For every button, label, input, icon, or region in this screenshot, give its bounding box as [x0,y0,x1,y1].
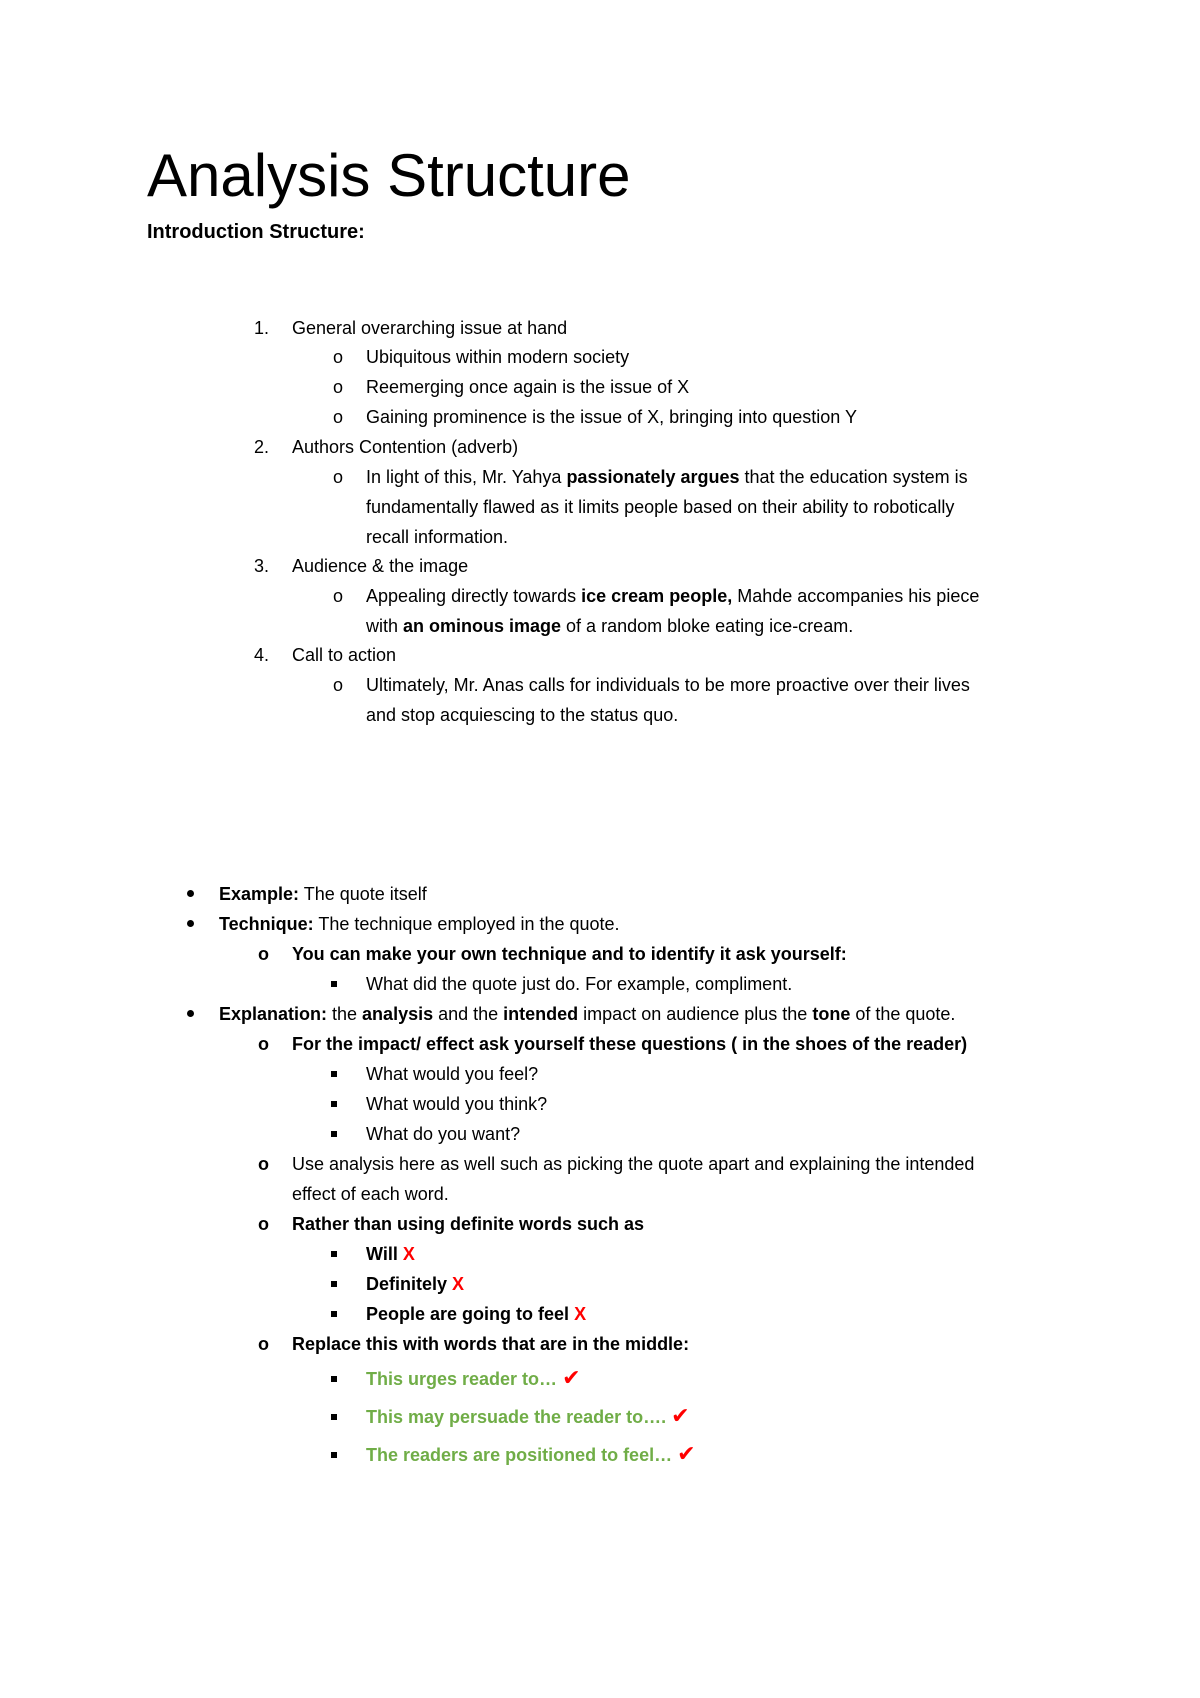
sub-bullet: o [333,347,344,367]
list-number: 4. [254,645,270,665]
list-item: Audience & the image [292,556,469,576]
sub-bullet: o [258,1334,269,1354]
definite-item: People are going to feel X [366,1304,587,1324]
sub-bullet: o [258,944,269,964]
list-subitem-cont: fundamentally flawed as it limits people based on their ability to robotically [366,497,955,517]
middle-item: This urges reader to… ✔ [366,1365,581,1390]
list-subitem-cont: with an ominous image of a random bloke eating ice-cream. [366,616,854,636]
square-bullet [331,1131,337,1137]
question-item: What would you think? [366,1094,548,1114]
square-bullet [331,981,337,987]
sub-bullet: o [333,586,344,606]
example-line: Example: The quote itself [219,884,427,904]
square-bullet [331,1281,337,1287]
list-subitem-cont: and stop acquiescing to the status quo. [366,705,679,725]
list-number: 1. [254,318,270,338]
square-bullet [331,1071,337,1077]
technique-sub: You can make your own technique and to identify it ask yourself: [292,944,847,964]
check-icon: ✔ [671,1403,690,1428]
list-subitem: In light of this, Mr. Yahya passionately argues that the education system is [366,467,968,487]
replace-line: Replace this with words that are in the middle: [292,1334,690,1354]
rather-line: Rather than using definite words such as [292,1214,645,1234]
list-subitem: Ultimately, Mr. Anas calls for individuals to be more proactive over their lives [366,675,970,695]
sub-bullet: o [333,407,344,427]
sub-bullet: o [258,1214,269,1234]
list-item: General overarching issue at hand [292,318,568,338]
x-mark: X [452,1274,465,1294]
question-item: What do you want? [366,1124,521,1144]
square-bullet [331,1376,337,1382]
square-bullet [331,1414,337,1420]
sub-bullet: o [258,1034,269,1054]
square-bullet [331,1101,337,1107]
sub-bullet: o [333,675,344,695]
list-subitem: Gaining prominence is the issue of X, bringing into question Y [366,407,857,427]
sub-bullet: o [258,1154,269,1174]
impact-question: For the impact/ effect ask yourself these questions ( in the shoes of the reader) [292,1034,968,1054]
bullet-dot [187,1010,194,1017]
middle-item: The readers are positioned to feel… ✔ [366,1441,696,1466]
check-icon: ✔ [562,1365,581,1390]
technique-line: Technique: The technique employed in the quote. [219,914,620,934]
section-subtitle: Introduction Structure: [147,221,365,243]
x-mark: X [574,1304,587,1324]
technique-sub-item: What did the quote just do. For example, compliment. [366,974,793,994]
definite-item: Will X [366,1244,415,1264]
list-number: 2. [254,437,270,457]
x-mark: X [402,1244,415,1264]
list-subitem-cont: recall information. [366,527,509,547]
list-item: Authors Contention (adverb) [292,437,519,457]
explanation-line: Explanation: the analysis and the intended impact on audience plus the tone of the quote. [219,1004,956,1024]
list-subitem: Ubiquitous within modern society [366,347,630,367]
sub-bullet: o [333,377,344,397]
use-analysis: Use analysis here as well such as picking the quote apart and explaining the intended [292,1154,975,1174]
middle-item: This may persuade the reader to…. ✔ [366,1403,690,1428]
list-item: Call to action [292,645,397,665]
check-icon: ✔ [677,1441,696,1466]
square-bullet [331,1452,337,1458]
question-item: What would you feel? [366,1064,539,1084]
use-analysis-cont: effect of each word. [292,1184,449,1204]
bullet-dot [187,920,194,927]
document-title: Analysis Structure [147,142,631,209]
square-bullet [331,1251,337,1257]
square-bullet [331,1311,337,1317]
list-subitem: Appealing directly towards ice cream people, Mahde accompanies his piece [366,586,980,606]
definite-item: Definitely X [366,1274,465,1294]
list-subitem: Reemerging once again is the issue of X [366,377,690,397]
bullet-dot [187,890,194,897]
sub-bullet: o [333,467,344,487]
list-number: 3. [254,556,270,576]
